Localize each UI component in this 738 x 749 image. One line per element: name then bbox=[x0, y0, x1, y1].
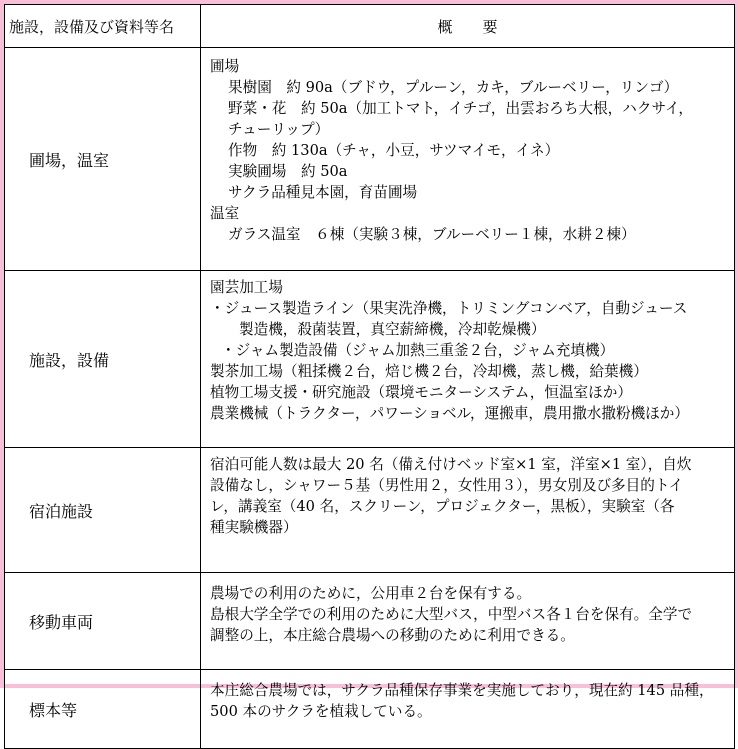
desc-line: 作物 約 130a（チャ，小豆，サツマイモ，イネ） bbox=[228, 142, 560, 159]
row-name: 標本等 bbox=[5, 670, 201, 749]
desc-line: ・ジャム製造設備（ジャム加熱三重釜２台，ジャム充填機） bbox=[221, 342, 615, 359]
desc-line: 設備なし，シャワー５基（男性用２，女性用３），男女別及び多目的トイ bbox=[210, 477, 684, 494]
desc-line: 圃場 bbox=[210, 58, 240, 75]
desc-line: 種実験機器） bbox=[210, 519, 298, 536]
desc-line: 製造機，殺菌装置，真空薪締機，冷却乾燥機） bbox=[239, 321, 546, 338]
row-name: 圃場，温室 bbox=[5, 48, 201, 271]
row-name: 施設，設備 bbox=[5, 271, 201, 448]
row-description bbox=[201, 448, 735, 573]
desc-line: 農場での利用のために，公用車２台を保有する。 bbox=[210, 585, 532, 602]
desc-line: 宿泊可能人数は最大 20 名（備え付けベッド室×1 室，洋室×1 室），自炊 bbox=[210, 456, 692, 473]
row-description bbox=[201, 271, 735, 448]
desc-line: 果樹園 約 90a（ブドウ，プルーン，カキ，ブルーベリー，リンゴ） bbox=[228, 79, 679, 96]
desc-line: 本庄総合農場では，サクラ品種保存事業を実施しており，現在約 145 品種， bbox=[210, 682, 714, 699]
desc-line: 島根大学全学での利用のために大型バス，中型バス各１台を保有。全学で bbox=[210, 606, 693, 623]
header-overview-label: 概 要 bbox=[437, 17, 498, 36]
desc-line: 調整の上，本庄総合農場への移動のために利用できる。 bbox=[210, 627, 575, 644]
table-row-fields-greenhouse bbox=[5, 48, 735, 271]
table-header-row bbox=[5, 5, 735, 48]
desc-line: 500 本のサクラを植栽している。 bbox=[210, 703, 432, 720]
desc-line: 植物工場支援・研究施設（環境モニターシステム，恒温室ほか） bbox=[210, 384, 632, 401]
row-description bbox=[201, 573, 735, 670]
header-facility-name: 施設，設備及び資料等名 bbox=[5, 5, 201, 48]
table-row-vehicles bbox=[5, 573, 735, 670]
desc-line: 園芸加工場 bbox=[210, 279, 283, 296]
desc-line: 農業機械（トラクター，パワーショベル，運搬車，農用撒水撒粉機ほか） bbox=[210, 405, 689, 422]
row-description bbox=[201, 670, 735, 749]
table-row-lodging bbox=[5, 448, 735, 573]
desc-line: ガラス温室 ６棟（実験３棟，ブルーベリー１棟，水耕２棟） bbox=[228, 226, 636, 243]
table-row-specimens bbox=[5, 670, 735, 749]
row-name: 移動車両 bbox=[5, 573, 201, 670]
desc-line: レ，講義室（40 名，スクリーン，プロジェクター，黒板），実験室（各 bbox=[210, 498, 675, 515]
desc-line: 野菜・花 約 50a（加工トマト，イチゴ，出雲おろち大根，ハクサイ， bbox=[228, 100, 693, 117]
desc-line: チューリップ） bbox=[228, 121, 330, 138]
table-row-facilities-equipment bbox=[5, 271, 735, 448]
header-overview bbox=[201, 5, 735, 48]
desc-line: 実験圃場 約 50a bbox=[228, 163, 348, 180]
desc-line: 温室 bbox=[210, 205, 240, 222]
row-description bbox=[201, 48, 735, 271]
desc-line: サクラ品種見本園，育苗圃場 bbox=[228, 184, 418, 201]
row-name: 宿泊施設 bbox=[5, 448, 201, 573]
facility-overview-table bbox=[4, 4, 735, 749]
desc-line: 製茶加工場（粗揉機２台，焙じ機２台，冷却機，蒸し機，給葉機） bbox=[210, 363, 648, 380]
desc-line: ・ジュース製造ライン（果実洗浄機，トリミングコンベア，自動ジュース bbox=[210, 300, 688, 317]
